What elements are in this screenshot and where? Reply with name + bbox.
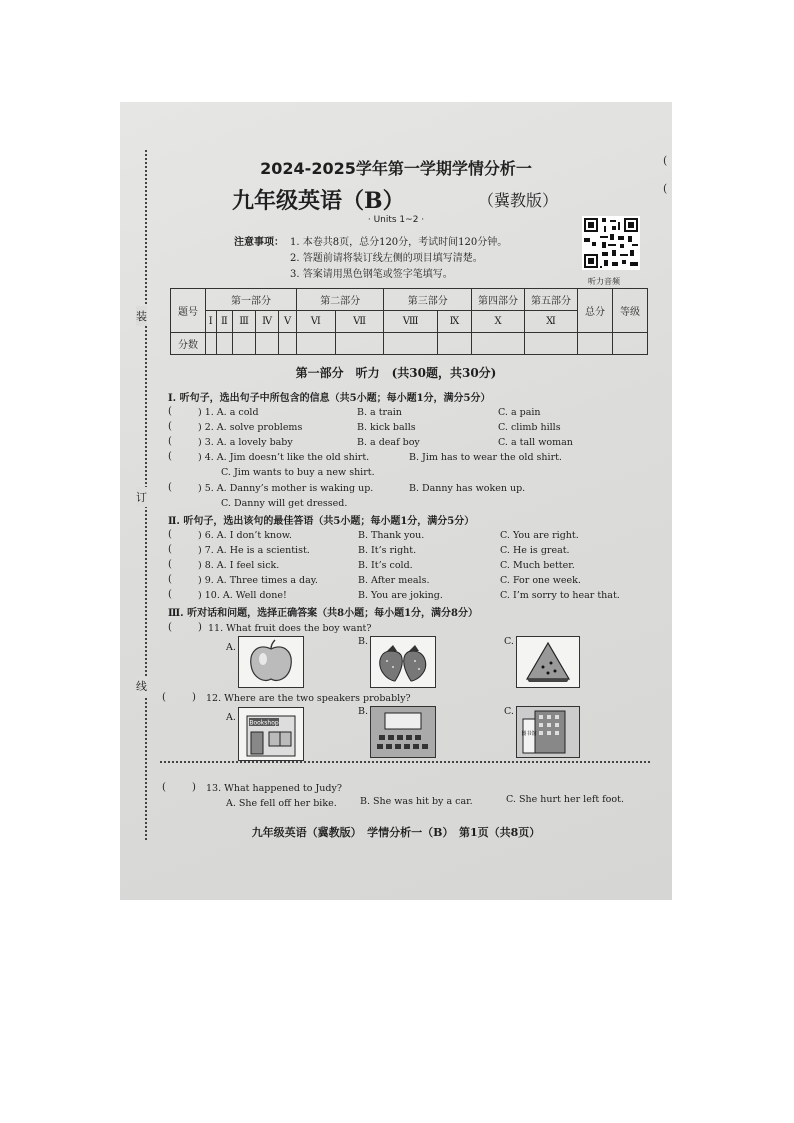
q9-option-a: ) 9. A. Three times a day. <box>198 575 318 586</box>
q4-option-a: ) 4. A. Jim doesn’t like the old shirt. <box>198 452 370 463</box>
q10-option-c: C. I’m sorry to hear that. <box>500 590 620 601</box>
score-table-numeral: Ⅶ <box>335 311 384 333</box>
strawberries-picture <box>370 636 436 688</box>
answer-paren[interactable]: ( <box>168 529 172 540</box>
q13-question: 13. What happened to Judy? <box>206 783 342 794</box>
q1-option-b: B. a train <box>357 407 402 418</box>
score-table-numeral: Ⅱ <box>216 311 233 333</box>
page-footer: 九年级英语（冀教版） 学情分析一（B） 第1页（共8页） <box>251 826 541 839</box>
answer-paren[interactable]: ( <box>168 451 172 462</box>
answer-paren[interactable]: ( <box>168 421 172 432</box>
q5-option-a: ) 5. A. Danny’s mother is waking up. <box>198 483 374 494</box>
q6-option-b: B. Thank you. <box>358 530 425 541</box>
q12-label-b: B. <box>358 706 369 717</box>
score-cell <box>216 333 233 355</box>
q8-option-a: ) 8. A. I feel sick. <box>198 560 280 571</box>
q12-question: 12. Where are the two speakers probably? <box>206 693 411 704</box>
exam-title-main: 九年级英语（B） <box>232 188 405 214</box>
score-table-header: 题号 <box>171 289 206 333</box>
score-table-numeral: Ⅲ <box>233 311 256 333</box>
library-picture <box>516 706 580 758</box>
q8-option-c: C. Much better. <box>500 560 575 571</box>
score-table-numeral: Ⅹ <box>472 311 525 333</box>
q13-option-c: C. She hurt her left foot. <box>506 794 624 805</box>
answer-paren[interactable]: ( <box>168 482 172 493</box>
score-table-part3: 第三部分 <box>384 289 472 311</box>
answer-paren[interactable]: ) <box>198 622 202 633</box>
score-table-total: 总分 <box>578 289 613 333</box>
binding-char-xian: 线 <box>136 676 147 696</box>
answer-paren[interactable]: ( <box>168 574 172 585</box>
q5-option-b: B. Danny has woken up. <box>409 483 526 494</box>
watermelon-picture <box>516 636 580 688</box>
score-table-numeral: Ⅵ <box>296 311 335 333</box>
note-2: 2. 答题前请将装订线左侧的项目填写清楚。 <box>290 253 483 264</box>
q4-option-c: C. Jim wants to buy a new shirt. <box>221 467 375 478</box>
apple-picture <box>238 636 304 688</box>
exam-page-photo <box>120 102 672 900</box>
qr-label: 听力音频 <box>588 277 620 286</box>
q13-option-a: A. She fell off her bike. <box>226 798 337 809</box>
q6-option-c: C. You are right. <box>500 530 579 541</box>
answer-paren[interactable]: ) <box>192 692 196 703</box>
listening-qr-code[interactable] <box>582 216 640 270</box>
q9-option-c: C. For one week. <box>500 575 581 586</box>
score-cell <box>384 333 437 355</box>
binding-char-ding: 订 <box>136 487 147 507</box>
part3-heading: Ⅲ. 听对话和问题，选择正确答案（共8小题；每小题1分，满分8分） <box>168 608 479 619</box>
q10-option-b: B. You are joking. <box>358 590 443 601</box>
library-sign: 图书馆 <box>521 731 537 737</box>
q11-label-a: A. <box>226 642 236 653</box>
q3-option-b: B. a deaf boy <box>357 437 420 448</box>
q12-label-a: A. <box>226 712 236 723</box>
score-table-numeral: Ⅰ <box>206 311 217 333</box>
q7-option-a: ) 7. A. He is a scientist. <box>198 545 310 556</box>
q2-option-a: ) 2. A. solve problems <box>198 422 303 433</box>
q5-option-c: C. Danny will get dressed. <box>221 498 348 509</box>
answer-paren[interactable]: ( <box>168 622 172 633</box>
q2-option-c: C. climb hills <box>498 422 561 433</box>
notes-label: 注意事项： <box>234 237 284 248</box>
part1-heading: Ⅰ. 听句子，选出句子中所包含的信息（共5小题；每小题1分，满分5分） <box>168 393 491 404</box>
score-cell <box>578 333 613 355</box>
q7-option-c: C. He is great. <box>500 545 570 556</box>
q8-option-b: B. It’s cold. <box>358 560 413 571</box>
q1-option-a: ) 1. A. a cold <box>198 407 259 418</box>
exam-units: · Units 1~2 · <box>367 215 425 225</box>
score-table-part2: 第二部分 <box>296 289 383 311</box>
binding-char-zhuang: 装 <box>136 306 147 326</box>
q11-question: 11. What fruit does the boy want? <box>208 623 372 634</box>
score-cell <box>472 333 525 355</box>
cinema-picture <box>370 706 436 758</box>
q3-option-c: C. a tall woman <box>498 437 573 448</box>
score-table-grade: 等级 <box>613 289 648 333</box>
bookshop-picture <box>238 707 304 761</box>
answer-paren[interactable]: ( <box>168 406 172 417</box>
score-cell <box>206 333 217 355</box>
part2-heading: Ⅱ. 听句子，选出该句的最佳答语（共5小题；每小题1分，满分5分） <box>168 516 475 527</box>
q1-option-c: C. a pain <box>498 407 541 418</box>
dotted-cut-line <box>160 761 650 763</box>
score-table-score-label: 分数 <box>171 333 206 355</box>
score-table-numeral: Ⅳ <box>255 311 278 333</box>
score-table-numeral: Ⅷ <box>384 311 437 333</box>
score-table <box>170 288 648 355</box>
score-cell <box>335 333 384 355</box>
answer-paren[interactable]: ( <box>168 544 172 555</box>
answer-paren[interactable]: ( <box>162 692 166 703</box>
answer-paren[interactable]: ( <box>168 559 172 570</box>
score-cell <box>525 333 578 355</box>
score-cell <box>255 333 278 355</box>
edge-paren: ( <box>663 182 668 195</box>
score-cell <box>279 333 297 355</box>
note-1: 1. 本卷共8页，总分120分，考试时间120分钟。 <box>290 237 508 248</box>
score-table-numeral: Ⅺ <box>525 311 578 333</box>
score-table-part1: 第一部分 <box>206 289 297 311</box>
q13-option-b: B. She was hit by a car. <box>360 796 473 807</box>
score-cell <box>613 333 648 355</box>
answer-paren[interactable]: ( <box>168 589 172 600</box>
score-cell <box>296 333 335 355</box>
exam-edition: （冀教版） <box>478 191 559 210</box>
section-title: 第一部分 听力 (共30题，共30分) <box>295 366 497 380</box>
score-table-numeral: Ⅸ <box>437 311 471 333</box>
q7-option-b: B. It’s right. <box>358 545 417 556</box>
q4-option-b: B. Jim has to wear the old shirt. <box>409 452 562 463</box>
score-cell <box>233 333 256 355</box>
q11-label-c: C. <box>504 636 514 647</box>
exam-title-line1: 2024-2025学年第一学期学情分析一 <box>260 159 532 178</box>
score-cell <box>437 333 471 355</box>
q6-option-a: ) 6. A. I don’t know. <box>198 530 292 541</box>
q2-option-b: B. kick balls <box>357 422 416 433</box>
answer-paren[interactable]: ( <box>168 436 172 447</box>
score-table-numeral: Ⅴ <box>279 311 297 333</box>
note-3: 3. 答案请用黑色钢笔或签字笔填写。 <box>290 269 453 280</box>
answer-paren[interactable]: ( <box>162 782 166 793</box>
q11-label-b: B. <box>358 636 369 647</box>
score-table-part5: 第五部分 <box>525 289 578 311</box>
answer-paren[interactable]: ) <box>192 782 196 793</box>
bookshop-sign: Bookshop <box>249 719 279 727</box>
q9-option-b: B. After meals. <box>358 575 430 586</box>
q10-option-a: ) 10. A. Well done! <box>198 590 287 601</box>
q3-option-a: ) 3. A. a lovely baby <box>198 437 293 448</box>
edge-paren: ( <box>663 154 668 167</box>
q12-label-c: C. <box>504 706 514 717</box>
score-table-part4: 第四部分 <box>472 289 525 311</box>
